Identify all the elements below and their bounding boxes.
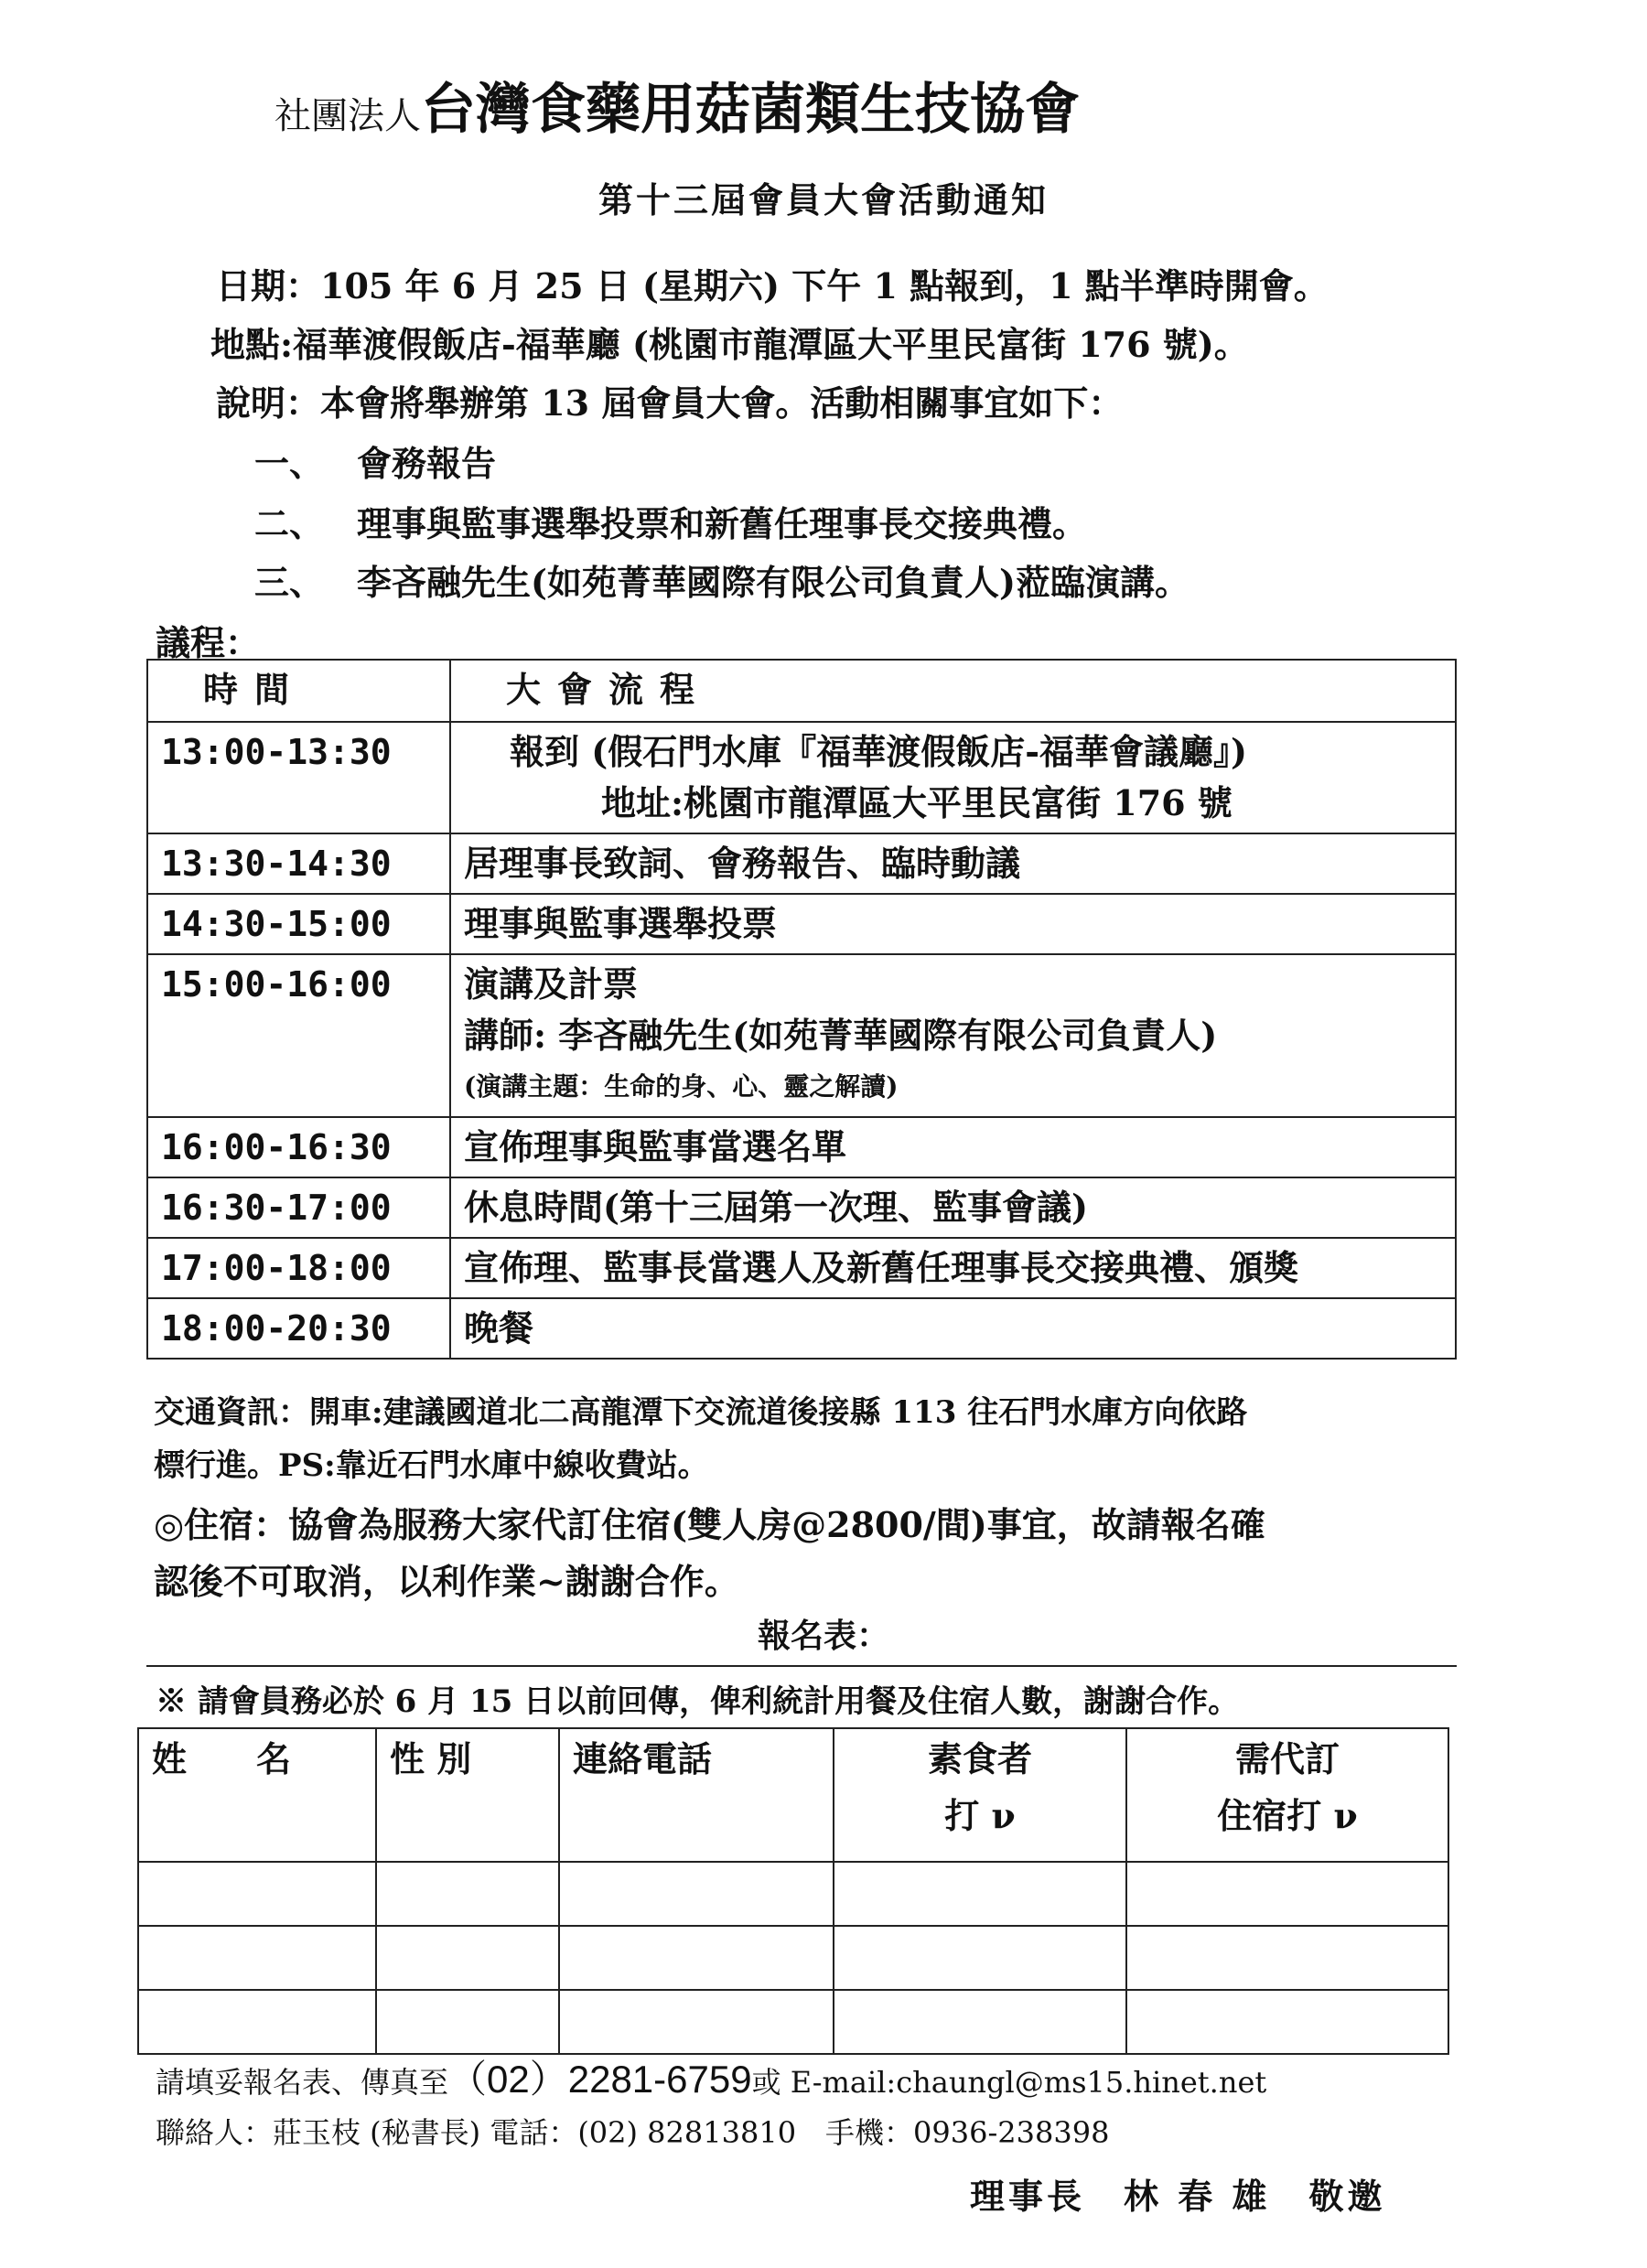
schedule-label: 議程：	[156, 622, 261, 663]
agenda-item-2: 二、 理事與監事選舉投票和新舊任理事長交接典禮。	[254, 503, 1088, 544]
schedule-row: 16:00-16:30 宣佈理事與監事當選名單	[147, 1117, 1456, 1177]
org-title	[274, 66, 1080, 145]
transport-line-1: 交通資訊：開車:建議國道北二高龍潭下交流道後接縣 113 往石門水庫方向依路	[154, 1394, 1248, 1431]
schedule-row: 16:30-17:00 休息時間(第十三屆第一次理、監事會議)	[147, 1177, 1456, 1238]
agenda-item-3: 三、 李吝融先生(如苑菁華國際有限公司負責人)蒞臨演講。	[254, 562, 1190, 603]
schedule-header-flow: 大會流程	[450, 660, 1456, 722]
lodging-line-1: ◎住宿：協會為服務大家代訂住宿(雙人房@2800/間)事宜，故請報名確	[154, 1504, 1265, 1545]
transport-line-2: 標行進。PS:靠近石門水庫中線收費站。	[154, 1447, 709, 1484]
schedule-table	[146, 659, 1457, 1360]
schedule-row: 17:00-18:00 宣佈理、監事長當選人及新舊任理事長交接典禮、頒獎	[147, 1238, 1456, 1298]
info-description: 說明：本會將舉辦第 13 屆會員大會。活動相關事宜如下：	[216, 382, 1124, 424]
fax-instructions: 請填妥報名表、傳真至（02）2281-6759或 E-mail:chaungl@ms15.hinet.net	[156, 2058, 1267, 2101]
reg-header-gender: 性 別	[376, 1728, 559, 1862]
info-place: 地點:福華渡假飯店-福華廳 (桃園市龍潭區大平里民富街 176 號)。	[210, 324, 1249, 365]
org-name: 台灣食藥用菇菌類生技協會	[421, 78, 1080, 142]
org-prefix: 社團法人	[274, 95, 421, 137]
reg-header-lodging: 需代訂 住宿打 ν	[1126, 1728, 1448, 1862]
schedule-header-time: 時間	[147, 660, 450, 722]
schedule-row: 13:00-13:30 報到 (假石門水庫『福華渡假飯店-福華會議廳』) 地址:桃園市龍潭區大平里民富街 176 號	[147, 722, 1456, 833]
registration-table	[137, 1727, 1449, 2055]
fax-number: （02）2281-6759	[448, 2058, 752, 2101]
registration-row[interactable]	[138, 1926, 1448, 1990]
contact-line: 聯絡人：莊玉枝 (秘書長) 電話：(02) 82813810 手機：0936-238398	[156, 2115, 1110, 2150]
signature: 理事長 林 春 雄 敬邀	[970, 2176, 1386, 2217]
reg-header-phone: 連絡電話	[559, 1728, 834, 1862]
schedule-header-row	[147, 660, 1456, 722]
reg-header-vegetarian: 素食者 打 ν	[834, 1728, 1126, 1862]
registration-row[interactable]	[138, 1862, 1448, 1926]
lodging-line-2: 認後不可取消，以利作業~謝謝合作。	[154, 1561, 739, 1602]
form-title: 報名表：	[757, 1617, 889, 1655]
agenda-item-1: 一、 會務報告	[254, 443, 497, 484]
form-notice: ※ 請會員務必於 6 月 15 日以前回傳，俾利統計用餐及住宿人數，謝謝合作。	[156, 1683, 1240, 1720]
schedule-row: 13:30-14:30 居理事長致詞、會務報告、臨時動議	[147, 833, 1456, 894]
contact-email: 或 E-mail:chaungl@ms15.hinet.net	[751, 2065, 1267, 2100]
reg-header-name: 姓 名	[138, 1728, 376, 1862]
notice-subtitle: 第十三屆會員大會活動通知	[597, 179, 1049, 220]
registration-header-row	[138, 1728, 1448, 1862]
schedule-row: 14:30-15:00 理事與監事選舉投票	[147, 894, 1456, 954]
form-divider	[146, 1665, 1457, 1667]
schedule-row: 18:00-20:30 晚餐	[147, 1298, 1456, 1359]
registration-row[interactable]	[138, 1990, 1448, 2054]
schedule-row: 15:00-16:00 演講及計票 講師: 李吝融先生(如苑菁華國際有限公司負責人) (演講主題：生命的身、心、靈之解讀)	[147, 954, 1456, 1117]
info-date: 日期：105 年 6 月 25 日 (星期六) 下午 1 點報到，1 點半準時開會。	[216, 265, 1329, 306]
